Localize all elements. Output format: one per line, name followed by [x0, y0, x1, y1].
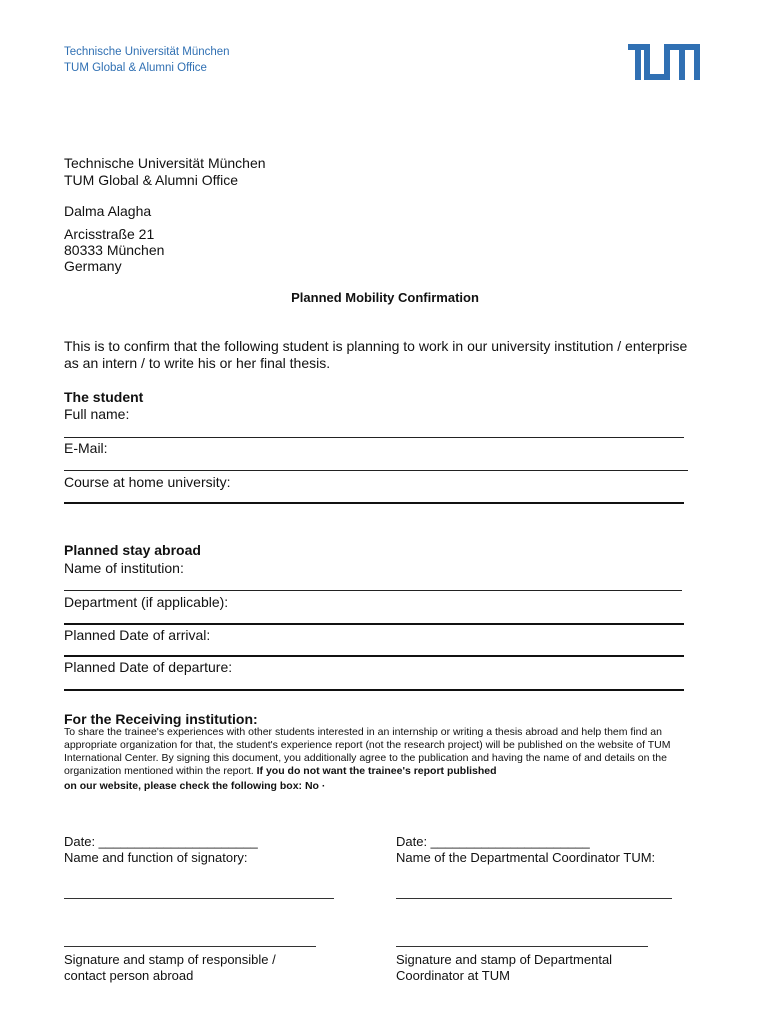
letterhead-office: TUM Global & Alumni Office: [64, 62, 207, 74]
right-signature-label2: Coordinator at TUM: [396, 968, 510, 983]
departure-label: Planned Date of departure:: [64, 659, 233, 675]
no-checkbox[interactable]: ·: [321, 780, 326, 792]
course-label: Course at home university:: [64, 474, 231, 490]
student-heading: The student: [64, 389, 144, 405]
receiving-text: [64, 726, 704, 778]
checkbox-row: [64, 780, 325, 792]
left-signatory-field[interactable]: [64, 898, 334, 899]
arrival-field[interactable]: [64, 655, 684, 657]
left-signatory-label: Name and function of signatory:: [64, 850, 248, 865]
email-field[interactable]: [64, 470, 688, 471]
letterhead: [64, 44, 230, 76]
letterhead-university: Technische Universität München: [64, 46, 230, 58]
department-label: Department (if applicable):: [64, 594, 229, 610]
left-signature-label1: Signature and stamp of responsible /: [64, 952, 276, 967]
receiving-body: To share the trainee's experiences with other students interested in an internship or writing a thesis abroad and help them find an appropriate organization for that, the student's experience report (not the research project) will be published on the website of TUM International Center. By signing this document, you additionally agree to the publication and having the name of and details on the organization mentioned within the report.: [64, 726, 671, 777]
full-name-label: Full name:: [64, 406, 130, 422]
right-coordinator-field[interactable]: [396, 898, 672, 899]
tum-logo: [628, 44, 700, 80]
intro-paragraph: This is to confirm that the following student is planning to work in our university institution / enterprise as an intern / to write his or her final thesis.: [64, 338, 688, 371]
left-date: Date: ______________________: [64, 834, 258, 849]
right-signature-field[interactable]: [396, 946, 648, 947]
address-city: 80333 München: [64, 242, 165, 258]
left-signature-label2: contact person abroad: [64, 968, 194, 983]
address-org: Technische Universität München: [64, 155, 266, 171]
stay-heading: Planned stay abroad: [64, 542, 201, 558]
right-date: Date: ______________________: [396, 834, 590, 849]
address-street: Arcisstraße 21: [64, 226, 155, 242]
checkbox-label: on our website, please check the following box: No: [64, 780, 319, 792]
right-signature-label1: Signature and stamp of Departmental: [396, 952, 613, 967]
arrival-label: Planned Date of arrival:: [64, 627, 211, 643]
receiving-heading: For the Receiving institution:: [64, 711, 258, 727]
institution-label: Name of institution:: [64, 560, 184, 576]
email-label: E-Mail:: [64, 440, 108, 456]
address-country: Germany: [64, 258, 122, 274]
institution-field[interactable]: [64, 590, 682, 591]
course-field[interactable]: [64, 502, 684, 504]
right-coordinator-label: Name of the Departmental Coordinator TUM:: [396, 850, 656, 865]
left-signature-field[interactable]: [64, 946, 316, 947]
full-name-field[interactable]: [64, 437, 684, 438]
department-field[interactable]: [64, 623, 684, 625]
receiving-bold: If you do not want the trainee's report published: [256, 765, 497, 777]
document-title: Planned Mobility Confirmation: [291, 290, 479, 305]
address-office: TUM Global & Alumni Office: [64, 172, 239, 188]
departure-field[interactable]: [64, 689, 684, 691]
address-contact: Dalma Alagha: [64, 203, 152, 219]
